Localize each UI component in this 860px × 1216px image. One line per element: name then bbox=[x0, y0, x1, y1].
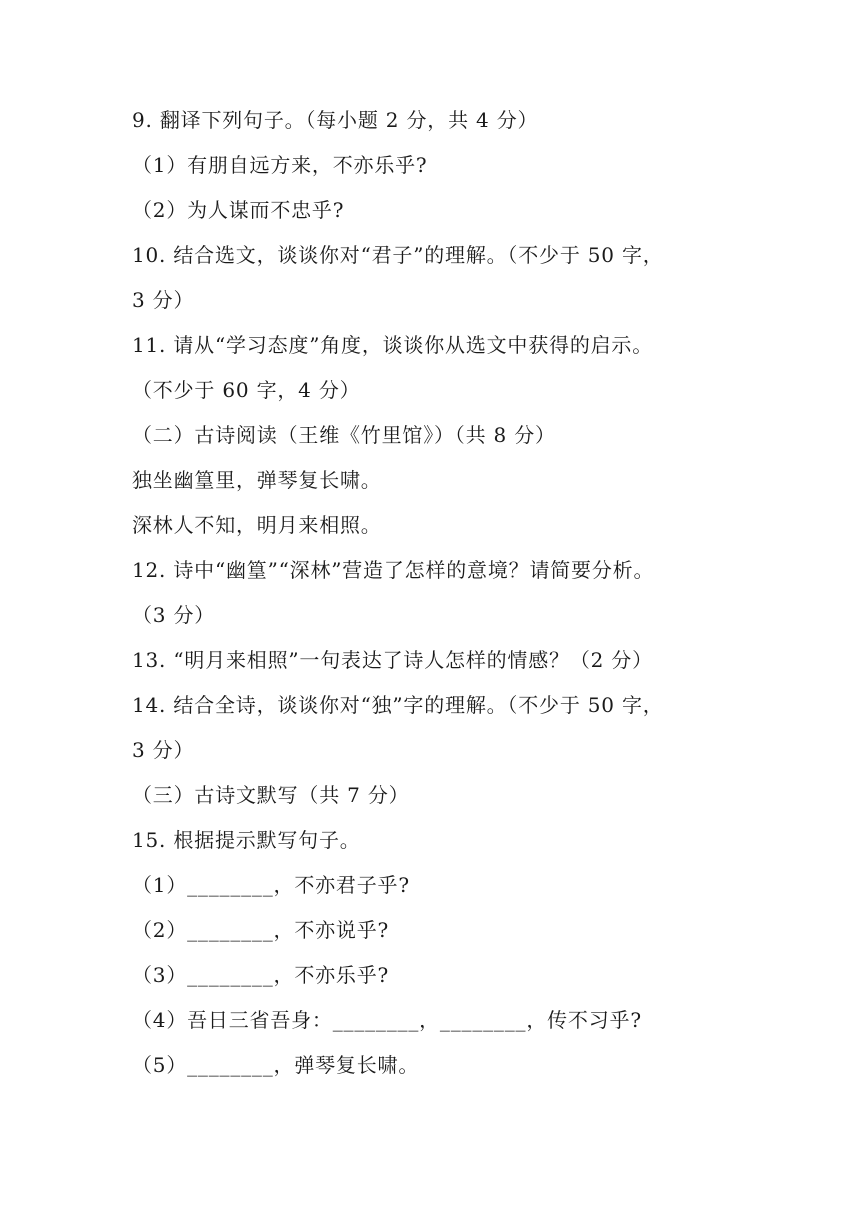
question-9-item-1: （1）有朋自远方来，不亦乐乎? bbox=[132, 153, 428, 177]
question-11-heading: 11. 请从“学习态度”角度，谈谈你从选文中获得的启示。 bbox=[132, 333, 654, 357]
question-10-score: 3 分） bbox=[132, 288, 195, 312]
question-10-heading: 10. 结合选文，谈谈你对“君子”的理解。（不少于 50 字， bbox=[132, 243, 664, 267]
question-9-item-2: （2）为人谋而不忠乎? bbox=[132, 198, 345, 222]
question-9-heading: 9. 翻译下列句子。（每小题 2 分，共 4 分） bbox=[132, 108, 539, 132]
question-15-item-1: （1）________，不亦君子乎? bbox=[132, 873, 410, 897]
section-2-heading: （二）古诗阅读（王维《竹里馆》）（共 8 分） bbox=[132, 423, 556, 447]
question-13-heading: 13. “明月来相照”一句表达了诗人怎样的情感？（2 分） bbox=[132, 648, 653, 672]
question-15-item-4: （4）吾日三省吾身：________，________，传不习乎? bbox=[132, 1008, 642, 1032]
question-15-heading: 15. 根据提示默写句子。 bbox=[132, 828, 361, 852]
question-14-score: 3 分） bbox=[132, 738, 195, 762]
question-12-heading: 12. 诗中“幽篁”“深林”营造了怎样的意境？请简要分析。 bbox=[132, 558, 655, 582]
question-15-item-2: （2）________，不亦说乎? bbox=[132, 918, 390, 942]
section-3-heading: （三）古诗文默写（共 7 分） bbox=[132, 783, 410, 807]
poem-line-2: 深林人不知，明月来相照。 bbox=[132, 513, 382, 537]
question-12-score: （3 分） bbox=[132, 603, 216, 627]
poem-line-1: 独坐幽篁里，弹琴复长啸。 bbox=[132, 468, 382, 492]
question-11-requirement: （不少于 60 字，4 分） bbox=[132, 378, 361, 402]
question-15-item-5: （5）________，弹琴复长啸。 bbox=[132, 1053, 420, 1077]
question-15-item-3: （3）________，不亦乐乎? bbox=[132, 963, 390, 987]
question-14-heading: 14. 结合全诗，谈谈你对“独”字的理解。（不少于 50 字， bbox=[132, 693, 664, 717]
